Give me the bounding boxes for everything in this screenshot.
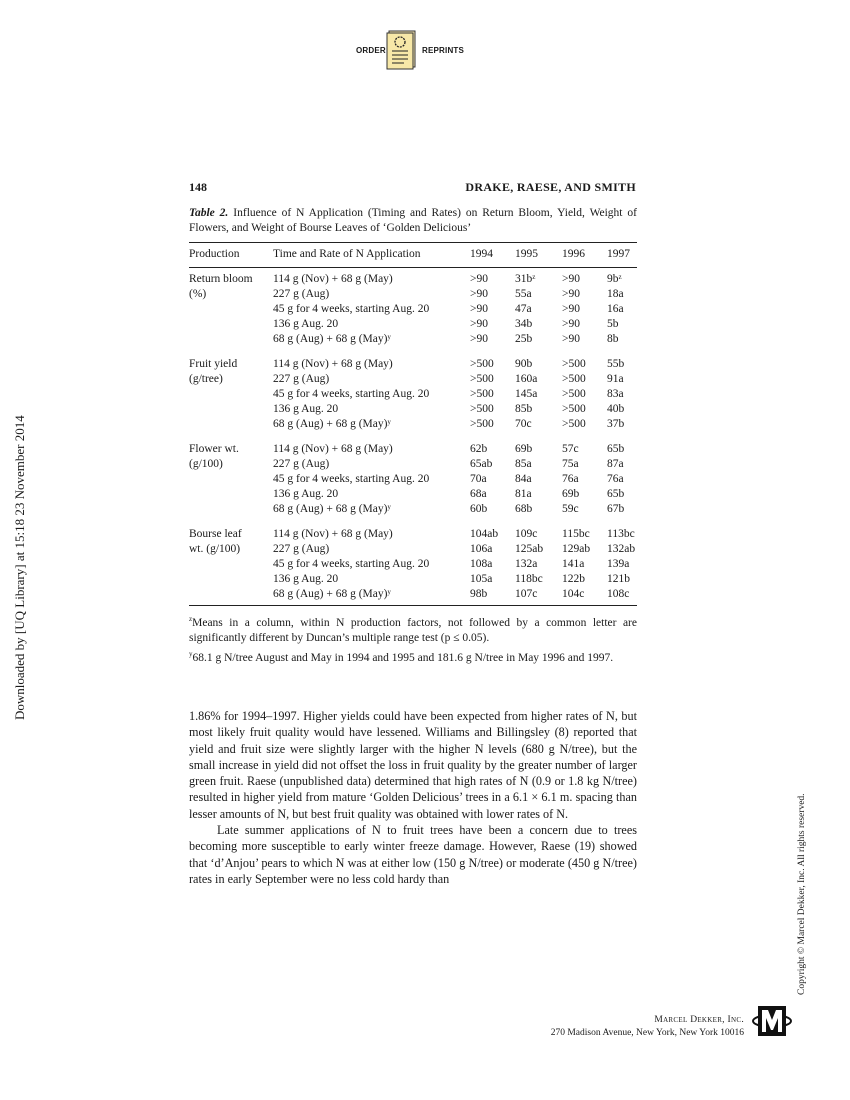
table-group-label: (%) [189, 288, 207, 300]
table-cell: 25b [515, 333, 533, 345]
table-cell: 136 g Aug. 20 [273, 318, 339, 330]
table-cell: 67b [607, 503, 625, 515]
table-cell: 45 g for 4 weeks, starting Aug. 20 [273, 558, 430, 570]
table-cell: >90 [562, 333, 580, 345]
table-cell: >500 [470, 418, 494, 430]
table-cell: 118bc [515, 573, 543, 585]
table-footnotes [189, 612, 637, 666]
table-cell: >90 [562, 318, 580, 330]
table-cell: 139a [607, 558, 630, 570]
table-cell: 68 g (Aug) + 68 g (May)ʸ [273, 333, 391, 345]
table-cell: 65b [607, 443, 625, 455]
table-cell: 105a [470, 573, 493, 585]
table-group-label: (g/100) [189, 458, 223, 470]
table-cell: 114 g (Nov) + 68 g (May) [273, 528, 393, 540]
table-caption-label: Table 2. [189, 207, 229, 219]
table-cell: 34b [515, 318, 533, 330]
order-reprints-bar [340, 28, 510, 72]
table-cell: 132ab [607, 543, 636, 555]
table-cell: 90b [515, 358, 533, 370]
table-group-label: wt. (g/100) [189, 543, 241, 555]
table-header-cell: Time and Rate of N Application [273, 248, 421, 260]
table-rule [189, 242, 637, 243]
table-group-label: Return bloom [189, 273, 253, 285]
table-cell: 5b [607, 318, 619, 330]
table-cell: 69b [515, 443, 533, 455]
table-cell: >500 [470, 358, 494, 370]
table-cell: 108a [470, 558, 493, 570]
table-cell: 16a [607, 303, 624, 315]
table-group-label: Flower wt. [189, 443, 239, 455]
table-cell: 31bᶻ [515, 273, 536, 285]
body-paragraph-1: 1.86% for 1994–1997. Higher yields could have been expected from higher rates of N, but most likely fruit quality would have lessened. Williams and Billingsley (8) reported that yield and fruit size were slightly larger with the higher N levels (680 g N/tree), but the small increase in yield did not offset the loss in fruit quality by the greater number of larger green fruit. Raese (unpublished data) determined that high rates of N (0.9 or 1.8 kg N/tree) resulted in higher yield from mature ‘Golden Delicious’ trees in a 6.1 × 6.1 m. spacing than lesser amounts of N, but best fruit quality was obtained with lower rates of N. [189, 709, 637, 821]
table-cell: >500 [470, 373, 494, 385]
table-cell: 57c [562, 443, 579, 455]
table-cell: 45 g for 4 weeks, starting Aug. 20 [273, 388, 430, 400]
table-header-cell: 1997 [607, 248, 630, 260]
table-cell: 69b [562, 488, 580, 500]
table-group-label: (g/tree) [189, 373, 223, 385]
table-cell: 98b [470, 588, 488, 600]
table-cell: 227 g (Aug) [273, 543, 330, 555]
table-cell: >500 [470, 403, 494, 415]
table-cell: >500 [562, 358, 586, 370]
table-cell: 107c [515, 588, 538, 600]
table-cell: 76a [607, 473, 624, 485]
publisher-logo-icon [752, 1004, 792, 1038]
table-cell: 62b [470, 443, 488, 455]
table-cell: 136 g Aug. 20 [273, 403, 339, 415]
table-header-cell: Production [189, 248, 240, 260]
table-cell: 75a [562, 458, 579, 470]
table-cell: 55a [515, 288, 532, 300]
table-cell: >90 [562, 303, 580, 315]
table-cell: >500 [562, 388, 586, 400]
table-cell: >500 [562, 418, 586, 430]
table-cell: 37b [607, 418, 625, 430]
table-cell: 45 g for 4 weeks, starting Aug. 20 [273, 473, 430, 485]
order-document-icon[interactable] [384, 30, 418, 70]
table-cell: 108c [607, 588, 630, 600]
table-cell: 125ab [515, 543, 544, 555]
table-cell: 104ab [470, 528, 499, 540]
table-cell: 109c [515, 528, 538, 540]
table-cell: 83a [607, 388, 624, 400]
table-cell: 76a [562, 473, 579, 485]
body-text [189, 708, 637, 887]
table-rule [189, 605, 637, 606]
table-cell: 68 g (Aug) + 68 g (May)ʸ [273, 418, 391, 430]
table-cell: >90 [470, 318, 488, 330]
table-cell: 122b [562, 573, 585, 585]
table-cell: 85a [515, 458, 532, 470]
table-cell: 91a [607, 373, 624, 385]
table-cell: 84a [515, 473, 532, 485]
table-group-label: Fruit yield [189, 358, 238, 370]
table-cell: 8b [607, 333, 619, 345]
reprints-link[interactable]: REPRINTS [422, 46, 465, 55]
table-cell: >500 [470, 388, 494, 400]
table-cell: 68 g (Aug) + 68 g (May)ʸ [273, 588, 391, 600]
table-cell: 132a [515, 558, 538, 570]
table-cell: 129ab [562, 543, 591, 555]
table-cell: 113bc [607, 528, 635, 540]
table-cell: 145a [515, 388, 538, 400]
table-rule [189, 267, 637, 268]
table-cell: 114 g (Nov) + 68 g (May) [273, 443, 393, 455]
table-cell: >90 [470, 288, 488, 300]
table-cell: 70a [470, 473, 487, 485]
publisher-block [540, 1014, 744, 1040]
table-cell: >90 [562, 288, 580, 300]
copyright-note: Copyright © Marcel Dekker, Inc. All rights reserved. [797, 793, 807, 995]
table-cell: 85b [515, 403, 533, 415]
table-cell: 70c [515, 418, 532, 430]
footnote-y: $^y$68.1 g N/tree August and May in 1994 and 1995 and 181.6 g N/tree in May 1996 and 1997. [189, 649, 614, 664]
table-cell: 160a [515, 373, 538, 385]
table-cell: 45 g for 4 weeks, starting Aug. 20 [273, 303, 430, 315]
table-cell: 121b [607, 573, 630, 585]
table-cell: 68b [515, 503, 533, 515]
running-head-authors: DRAKE, RAESE, AND SMITH [465, 180, 636, 194]
table-caption-text: Influence of N Application (Timing and Rates) on Return Bloom, Yield, Weight of Flowers, and Weight of Bourse Leaves of ‘Golden Delicious’ [189, 207, 637, 234]
table-cell: 65b [607, 488, 625, 500]
table-cell: 106a [470, 543, 493, 555]
table-cell: >90 [562, 273, 580, 285]
table-cell: 115bc [562, 528, 590, 540]
table-header-cell: 1996 [562, 248, 585, 260]
table-cell: >90 [470, 303, 488, 315]
table-cell: 114 g (Nov) + 68 g (May) [273, 273, 393, 285]
table-cell: 60b [470, 503, 488, 515]
table-cell: 18a [607, 288, 624, 300]
publisher-address: 270 Madison Avenue, New York, New York 10016 [550, 1028, 744, 1038]
table-cell: >90 [470, 273, 488, 285]
publisher-name: Marcel Dekker, Inc. [654, 1015, 744, 1025]
table-cell: 114 g (Nov) + 68 g (May) [273, 358, 393, 370]
table-cell: 47a [515, 303, 532, 315]
table-cell: >90 [470, 333, 488, 345]
table-cell: >500 [562, 373, 586, 385]
table-cell: 9bᶻ [607, 273, 622, 285]
table-cell: 81a [515, 488, 532, 500]
table-cell: 227 g (Aug) [273, 458, 330, 470]
table-cell: 68a [470, 488, 487, 500]
body-paragraph-2: Late summer applications of N to fruit trees have been a concern due to trees becoming more susceptible to early winter freeze damage. However, Raese (19) showed that ‘d’Anjou’ pears to which N was at either low (150 g N/tree) or moderate (450 g N/tree) rates in early September were no less cold hardy than [189, 823, 637, 886]
table-cell: 68 g (Aug) + 68 g (May)ʸ [273, 503, 391, 515]
table-cell: >500 [562, 403, 586, 415]
footnote-z: $^z$Means in a column, within N production factors, not followed by a common letter are significantly different by Duncan’s multiple range test (p ≤ 0.05). [189, 615, 637, 645]
table-caption [189, 206, 637, 236]
table-cell: 104c [562, 588, 585, 600]
table-cell: 65ab [470, 458, 493, 470]
table-cell: 55b [607, 358, 625, 370]
table-header-cell: 1995 [515, 248, 538, 260]
download-watermark: Downloaded by [UQ Library] at 15:18 23 November 2014 [12, 415, 27, 720]
table-cell: 40b [607, 403, 625, 415]
table-cell: 141a [562, 558, 585, 570]
table-group-label: Bourse leaf [189, 528, 242, 540]
table-cell: 59c [562, 503, 579, 515]
table-header-cell: 1994 [470, 248, 493, 260]
order-link[interactable]: ORDER [356, 46, 386, 55]
table-cell: 227 g (Aug) [273, 373, 330, 385]
table-cell: 136 g Aug. 20 [273, 573, 339, 585]
page-number: 148 [189, 180, 207, 194]
table-cell: 227 g (Aug) [273, 288, 330, 300]
table-cell: 87a [607, 458, 624, 470]
table-cell: 136 g Aug. 20 [273, 488, 339, 500]
